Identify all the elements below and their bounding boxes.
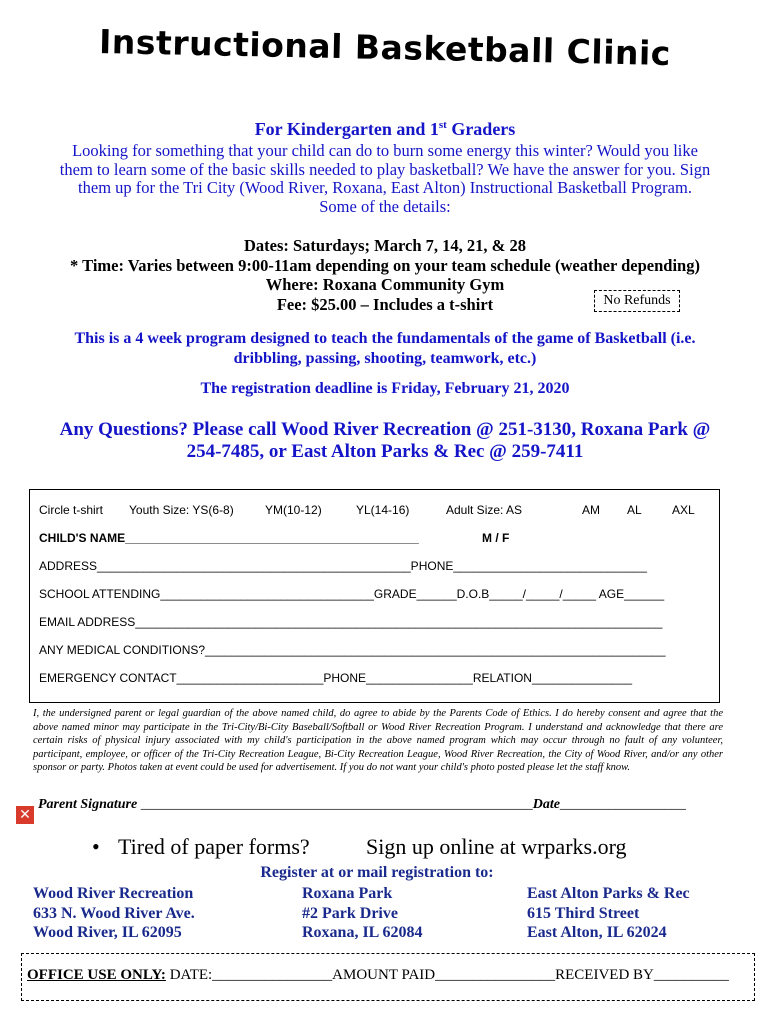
- medical-conditions-field[interactable]: ANY MEDICAL CONDITIONS?_____________________________________________________________________: [39, 643, 666, 657]
- adult-size-axl[interactable]: AXL: [672, 503, 695, 517]
- intro-line: them up for the Tri City (Wood River, Roxana, East Alton) Instructional Basketball Program.: [78, 178, 692, 197]
- location-street: 633 N. Wood River Ave.: [33, 904, 195, 922]
- childs-name-field[interactable]: CHILD'S NAME____________________________________________: [39, 531, 419, 545]
- school-field[interactable]: SCHOOL ATTENDING________________________________GRADE______D.O.B_____/_____/_____ AGE______: [39, 587, 665, 601]
- details-dates: Dates: Saturdays; March 7, 14, 21, & 28: [243, 236, 526, 255]
- location-wood-river: [33, 884, 195, 943]
- youth-size-ys[interactable]: Youth Size: YS(6-8): [129, 503, 234, 517]
- adult-size-al[interactable]: AL: [627, 503, 642, 517]
- parent-signature-field[interactable]: ________________________________________________________: [137, 797, 533, 812]
- adult-size-as[interactable]: Adult Size: AS: [446, 503, 523, 517]
- email-field[interactable]: EMAIL ADDRESS_______________________________________________________________________________: [39, 615, 663, 629]
- registration-form: [29, 489, 720, 703]
- office-use-label: OFFICE USE ONLY:: [27, 967, 166, 983]
- location-name: East Alton Parks & Rec: [527, 885, 690, 902]
- questions-line: Any Questions? Please call Wood River Recreation @ 251-3130, Roxana Park @: [59, 419, 711, 440]
- questions-line: 254-7485, or East Alton Parks & Rec @ 259-7411: [186, 441, 584, 462]
- program-description: [30, 329, 740, 369]
- intro-paragraph: [28, 142, 742, 216]
- location-east-alton: [527, 884, 690, 943]
- date-label: Date: [532, 797, 560, 812]
- subtitle-end: Graders: [446, 119, 516, 139]
- adult-size-am[interactable]: AM: [582, 503, 600, 517]
- questions-block: [25, 419, 745, 463]
- registration-deadline: The registration deadline is Friday, February 21, 2020: [200, 380, 570, 397]
- location-street: #2 Park Drive: [302, 904, 398, 922]
- emergency-contact-field[interactable]: EMERGENCY CONTACT______________________PHONE________________RELATION_______________: [39, 671, 633, 685]
- details-where: Where: Roxana Community Gym: [265, 275, 505, 294]
- gender-field[interactable]: M / F: [482, 531, 510, 545]
- register-label: [0, 864, 770, 882]
- parent-signature-label: Parent Signature: [38, 797, 138, 812]
- subtitle: [0, 119, 770, 140]
- signup-online-text[interactable]: Sign up online at wrparks.org: [366, 834, 627, 859]
- location-street: 615 Third Street: [527, 904, 640, 922]
- circle-tshirt-label: Circle t-shirt: [39, 503, 104, 517]
- office-use-fields[interactable]: DATE:________________AMOUNT PAID________________RECEIVED BY__________: [165, 967, 729, 983]
- location-roxana: [302, 884, 422, 943]
- subtitle-sup: st: [438, 119, 447, 131]
- youth-size-yl[interactable]: YL(14-16): [356, 503, 410, 517]
- liability-waiver: I, the undersigned parent or legal guardian of the above named child, do agree to abide by the Parents Code of Ethics. I do hereby consent and agree that the above named minor may participate in the Tri-City/Bi-City Baseball/Softball or Wood River Recreation Program. I understand and acknowledge that there are certain risks of physical injury associated with my child's participation in the above named program which may occur through no fault of any volunteer, participant, employee, or officer of the Tri-City Recreation League, Bi-City Recreation League, Wood River Recreation, the City of Wood River, and/or any other sponsor or party. Photos taken at event could be used for advertisement. If you do not want your child's photo posted please let the staff know.: [33, 708, 723, 774]
- program-line: dribbling, passing, shooting, teamwork, etc.): [233, 350, 537, 367]
- intro-line: them to learn some of the basic skills needed to play basketball? We have the answer for you. Sign: [59, 159, 711, 179]
- address-phone-field[interactable]: ADDRESS_______________________________________________PHONE_____________________________: [39, 559, 647, 573]
- location-name: Roxana Park: [302, 885, 393, 902]
- online-bullet: •: [92, 834, 100, 859]
- youth-size-ym[interactable]: YM(10-12): [265, 503, 322, 517]
- details-time: * Time: Varies between 9:00-11am depending on your team schedule (weather depending): [70, 255, 700, 275]
- signature-line: [38, 797, 686, 813]
- location-name: Wood River Recreation: [33, 885, 194, 902]
- program-line: This is a 4 week program designed to teach the fundamentals of the game of Basketball (i.e.: [74, 330, 696, 347]
- x-icon: ✕: [16, 806, 34, 824]
- register-label-text: Register at or mail registration to:: [260, 864, 494, 881]
- no-refunds-box: No Refunds: [594, 290, 680, 312]
- intro-line: Looking for something that your child can do to burn some energy this winter? Would you like: [72, 141, 698, 160]
- tired-of-paper-text: Tired of paper forms?: [118, 834, 310, 859]
- location-city: East Alton, IL 62024: [527, 924, 667, 941]
- office-use-line: [27, 967, 729, 984]
- location-city: Roxana, IL 62084: [302, 924, 423, 941]
- page-title: Instructional Basketball Clinic: [98, 22, 672, 73]
- subtitle-main: For Kindergarten and 1: [254, 119, 439, 139]
- intro-line: Some of the details:: [319, 196, 451, 216]
- date-field[interactable]: __________________: [559, 797, 686, 812]
- details-fee: Fee: $25.00 – Includes a t-shirt: [276, 294, 494, 314]
- location-city: Wood River, IL 62095: [33, 924, 182, 941]
